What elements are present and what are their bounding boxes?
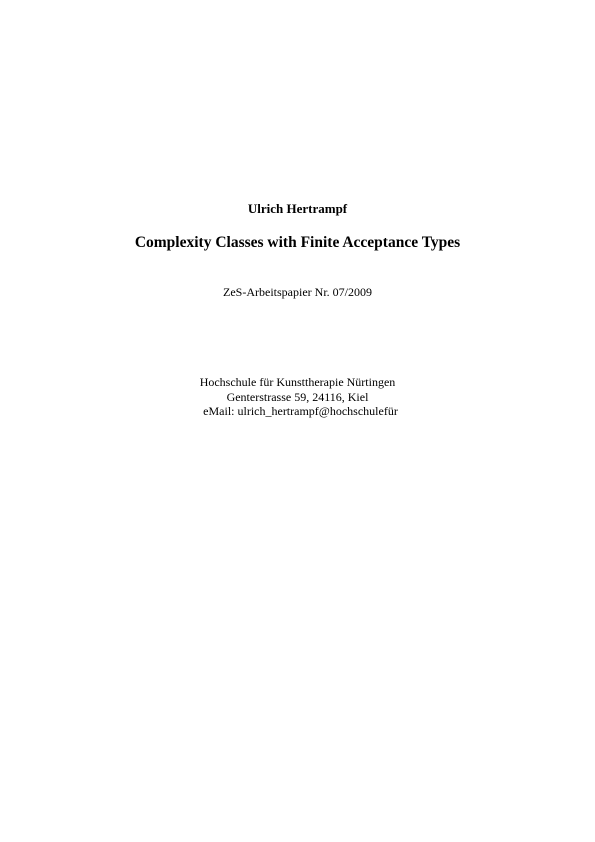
affiliation-address [0, 375, 595, 419]
paper-title: Complexity Classes with Finite Acceptance Types [134, 234, 461, 251]
email-address: eMail: ulrich_hertrampf@hochschulefür [203, 404, 398, 418]
series-number: ZeS-Arbeitspapier Nr. 07/2009 [223, 285, 372, 299]
institution-name: Hochschule für Kunsttherapie Nürtingen [199, 375, 396, 389]
author-name: Ulrich Hertrampf [247, 201, 348, 216]
street-address: Genterstrasse 59, 24116, Kiel [226, 389, 369, 404]
